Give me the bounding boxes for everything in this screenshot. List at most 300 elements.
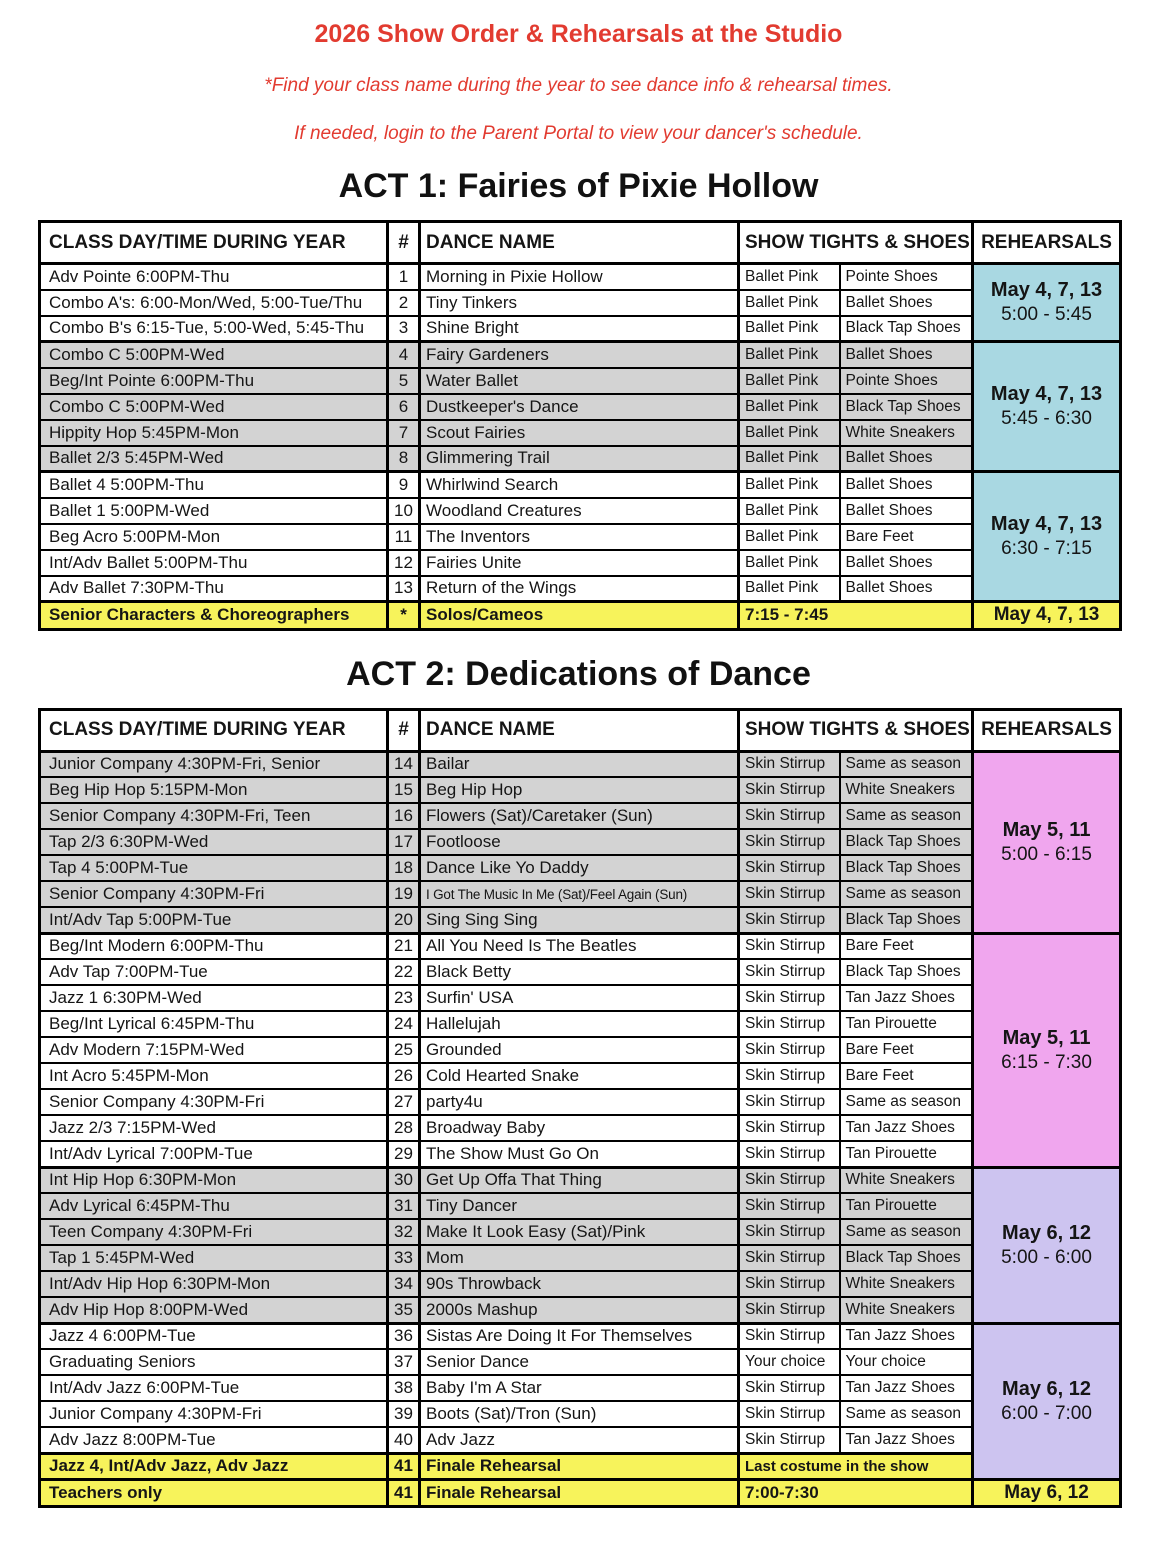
dance-cell: Beg Hip Hop xyxy=(420,777,739,803)
class-cell: Ballet 2/3 5:45PM-Wed xyxy=(40,446,388,472)
shoes-cell: Bare Feet xyxy=(840,1037,973,1063)
dance-cell: Dance Like Yo Daddy xyxy=(420,855,739,881)
tights-cell: Skin Stirrup xyxy=(739,1011,840,1037)
tights-cell: Skin Stirrup xyxy=(739,1245,840,1271)
tights-cell: Ballet Pink xyxy=(739,264,840,290)
rehearsal-cell xyxy=(973,342,1121,472)
tights-cell: Skin Stirrup xyxy=(739,881,840,907)
schedule-table xyxy=(38,708,1122,1509)
table-row xyxy=(40,1193,1121,1219)
class-cell: Senior Company 4:30PM-Fri, Teen xyxy=(40,803,388,829)
tights-cell: Ballet Pink xyxy=(739,368,840,394)
class-cell: Tap 4 5:00PM-Tue xyxy=(40,855,388,881)
table-row xyxy=(40,1089,1121,1115)
shoes-cell: Bare Feet xyxy=(840,933,973,959)
number-cell: 38 xyxy=(388,1375,420,1401)
tights-cell: Skin Stirrup xyxy=(739,751,840,777)
column-header-class: CLASS DAY/TIME DURING YEAR xyxy=(40,709,388,751)
table-row xyxy=(40,498,1121,524)
dance-cell: Dustkeeper's Dance xyxy=(420,394,739,420)
dance-cell: Boots (Sat)/Tron (Sun) xyxy=(420,1401,739,1427)
tights-cell: Skin Stirrup xyxy=(739,1219,840,1245)
tights-cell: Ballet Pink xyxy=(739,290,840,316)
shoes-cell: Ballet Shoes xyxy=(840,446,973,472)
note-parent-portal: If needed, login to the Parent Portal to view your dancer's schedule. xyxy=(294,123,863,144)
table-row xyxy=(40,1375,1121,1401)
table-row xyxy=(40,524,1121,550)
class-cell: Ballet 4 5:00PM-Thu xyxy=(40,472,388,498)
tights-cell: Skin Stirrup xyxy=(739,1037,840,1063)
table-row xyxy=(40,907,1121,933)
table-row xyxy=(40,342,1121,368)
table-row xyxy=(40,1271,1121,1297)
rehearsal-time: 5:00 - 5:45 xyxy=(1001,304,1092,326)
class-cell: Senior Company 4:30PM-Fri xyxy=(40,881,388,907)
table-row xyxy=(40,803,1121,829)
shoes-cell: Black Tap Shoes xyxy=(840,316,973,342)
dance-cell: Flowers (Sat)/Caretaker (Sun) xyxy=(420,803,739,829)
tights-cell: Skin Stirrup xyxy=(739,1193,840,1219)
shoes-cell: Bare Feet xyxy=(840,1063,973,1089)
number-cell: 3 xyxy=(388,316,420,342)
dance-cell: Get Up Offa That Thing xyxy=(420,1167,739,1193)
number-cell: 24 xyxy=(388,1011,420,1037)
table-row xyxy=(40,316,1121,342)
class-cell: Graduating Seniors xyxy=(40,1349,388,1375)
number-cell: 8 xyxy=(388,446,420,472)
class-cell: Int/Adv Hip Hop 6:30PM-Mon xyxy=(40,1271,388,1297)
shoes-cell: White Sneakers xyxy=(840,1297,973,1323)
rehearsal-dates: May 6, 12 xyxy=(1004,1481,1089,1503)
tights-cell: Ballet Pink xyxy=(739,446,840,472)
number-cell: 20 xyxy=(388,907,420,933)
class-cell: Beg/Int Pointe 6:00PM-Thu xyxy=(40,368,388,394)
class-cell: Combo C 5:00PM-Wed xyxy=(40,394,388,420)
shoes-cell: White Sneakers xyxy=(840,777,973,803)
number-cell: 34 xyxy=(388,1271,420,1297)
class-cell: Adv Jazz 8:00PM-Tue xyxy=(40,1427,388,1453)
tights-cell: Ballet Pink xyxy=(739,394,840,420)
dance-cell: Fairies Unite xyxy=(420,550,739,576)
tights-cell: Ballet Pink xyxy=(739,498,840,524)
table-row xyxy=(40,472,1121,498)
column-header-dance: DANCE NAME xyxy=(420,222,739,264)
tights-cell: Skin Stirrup xyxy=(739,1063,840,1089)
number-cell: 14 xyxy=(388,751,420,777)
class-cell: Beg/Int Lyrical 6:45PM-Thu xyxy=(40,1011,388,1037)
table-row xyxy=(40,959,1121,985)
number-cell: 9 xyxy=(388,472,420,498)
table-row xyxy=(40,829,1121,855)
rehearsal-dates: May 6, 12 xyxy=(1002,1221,1091,1244)
table-row xyxy=(40,1245,1121,1271)
tights-cell: Skin Stirrup xyxy=(739,985,840,1011)
tights-cell: Skin Stirrup xyxy=(739,1271,840,1297)
shoes-cell: Black Tap Shoes xyxy=(840,394,973,420)
dance-cell: Hallelujah xyxy=(420,1011,739,1037)
merged-time-cell: 7:00-7:30 xyxy=(739,1479,973,1507)
tights-cell: Skin Stirrup xyxy=(739,1375,840,1401)
class-cell: Adv Ballet 7:30PM-Thu xyxy=(40,576,388,602)
table-row xyxy=(40,777,1121,803)
header-row xyxy=(40,222,1121,264)
rehearsal-cell xyxy=(973,751,1121,933)
class-cell: Hippity Hop 5:45PM-Mon xyxy=(40,420,388,446)
tights-cell: Skin Stirrup xyxy=(739,1427,840,1453)
rehearsal-time: 5:00 - 6:15 xyxy=(1001,843,1092,865)
dance-cell: Grounded xyxy=(420,1037,739,1063)
tights-cell: Ballet Pink xyxy=(739,420,840,446)
tights-cell: Skin Stirrup xyxy=(739,1297,840,1323)
dance-cell: Broadway Baby xyxy=(420,1115,739,1141)
number-cell: 5 xyxy=(388,368,420,394)
number-cell: 17 xyxy=(388,829,420,855)
shoes-cell: White Sneakers xyxy=(840,1271,973,1297)
class-cell: Teen Company 4:30PM-Fri xyxy=(40,1219,388,1245)
column-header-tights-shoes: SHOW TIGHTS & SHOES xyxy=(739,222,973,264)
act-section xyxy=(38,167,1119,631)
class-cell: Junior Company 4:30PM-Fri, Senior xyxy=(40,751,388,777)
dance-cell: 90s Throwback xyxy=(420,1271,739,1297)
dance-cell: The Show Must Go On xyxy=(420,1141,739,1167)
rehearsal-dates: May 4, 7, 13 xyxy=(993,604,1100,625)
number-cell: 16 xyxy=(388,803,420,829)
tights-cell: Skin Stirrup xyxy=(739,803,840,829)
number-cell: 18 xyxy=(388,855,420,881)
tights-cell: Skin Stirrup xyxy=(739,1141,840,1167)
class-cell: Junior Company 4:30PM-Fri xyxy=(40,1401,388,1427)
number-cell: 41 xyxy=(388,1479,420,1507)
dance-cell: Finale Rehearsal xyxy=(420,1453,739,1479)
tights-cell: Ballet Pink xyxy=(739,472,840,498)
number-cell: 23 xyxy=(388,985,420,1011)
dance-cell: Glimmering Trail xyxy=(420,446,739,472)
shoes-cell: Black Tap Shoes xyxy=(840,855,973,881)
shoes-cell: Ballet Shoes xyxy=(840,498,973,524)
table-row xyxy=(40,446,1121,472)
rehearsal-dates: May 4, 7, 13 xyxy=(990,279,1103,302)
table-row xyxy=(40,1219,1121,1245)
rehearsal-time: 6:00 - 7:00 xyxy=(1001,1402,1092,1424)
table-row xyxy=(40,1401,1121,1427)
table-row xyxy=(40,368,1121,394)
dance-cell: All You Need Is The Beatles xyxy=(420,933,739,959)
shoes-cell: Same as season xyxy=(840,1089,973,1115)
number-cell: 31 xyxy=(388,1193,420,1219)
dance-cell: Water Ballet xyxy=(420,368,739,394)
class-cell: Int/Adv Lyrical 7:00PM-Tue xyxy=(40,1141,388,1167)
table-row xyxy=(40,602,1121,630)
number-cell: 11 xyxy=(388,524,420,550)
column-header-rehearsals: REHEARSALS xyxy=(973,709,1121,751)
number-cell: 27 xyxy=(388,1089,420,1115)
shoes-cell: Ballet Shoes xyxy=(840,576,973,602)
number-cell: 19 xyxy=(388,881,420,907)
number-cell: 22 xyxy=(388,959,420,985)
rehearsal-cell xyxy=(973,1167,1121,1323)
table-row xyxy=(40,1167,1121,1193)
number-cell: 37 xyxy=(388,1349,420,1375)
dance-cell: Solos/Cameos xyxy=(420,602,739,630)
table-row xyxy=(40,1011,1121,1037)
acts-container xyxy=(38,167,1119,1508)
class-cell: Tap 2/3 6:30PM-Wed xyxy=(40,829,388,855)
class-cell: Adv Pointe 6:00PM-Thu xyxy=(40,264,388,290)
rehearsal-cell xyxy=(973,602,1121,630)
dance-cell: Tiny Dancer xyxy=(420,1193,739,1219)
tights-cell: Ballet Pink xyxy=(739,316,840,342)
dance-cell: Senior Dance xyxy=(420,1349,739,1375)
rehearsal-time: 6:30 - 7:15 xyxy=(1001,538,1092,560)
shoes-cell: Your choice xyxy=(840,1349,973,1375)
dance-cell: Cold Hearted Snake xyxy=(420,1063,739,1089)
class-cell: Int/Adv Jazz 6:00PM-Tue xyxy=(40,1375,388,1401)
rehearsal-dates: May 4, 7, 13 xyxy=(990,513,1103,536)
class-cell: Jazz 4 6:00PM-Tue xyxy=(40,1323,388,1349)
number-cell: 7 xyxy=(388,420,420,446)
dance-cell: Fairy Gardeners xyxy=(420,342,739,368)
note-find-class: *Find your class name during the year to see dance info & rehearsal times. xyxy=(264,75,893,96)
shoes-cell: White Sneakers xyxy=(840,1167,973,1193)
shoes-cell: Black Tap Shoes xyxy=(840,829,973,855)
table-row xyxy=(40,1037,1121,1063)
shoes-cell: Same as season xyxy=(840,751,973,777)
number-cell: 41 xyxy=(388,1453,420,1479)
tights-cell: Skin Stirrup xyxy=(739,1115,840,1141)
rehearsal-cell xyxy=(973,264,1121,342)
shoes-cell: Ballet Shoes xyxy=(840,472,973,498)
shoes-cell: Black Tap Shoes xyxy=(840,907,973,933)
table-row xyxy=(40,933,1121,959)
number-cell: 39 xyxy=(388,1401,420,1427)
shoes-cell: Tan Jazz Shoes xyxy=(840,1323,973,1349)
shoes-cell: Tan Pirouette xyxy=(840,1141,973,1167)
tights-cell: Ballet Pink xyxy=(739,576,840,602)
table-row xyxy=(40,1115,1121,1141)
act-heading: ACT 1: Fairies of Pixie Hollow xyxy=(338,167,819,205)
shoes-cell: Black Tap Shoes xyxy=(840,959,973,985)
table-row xyxy=(40,985,1121,1011)
number-cell: 4 xyxy=(388,342,420,368)
shoes-cell: Ballet Shoes xyxy=(840,342,973,368)
dance-cell: Morning in Pixie Hollow xyxy=(420,264,739,290)
tights-cell: Skin Stirrup xyxy=(739,933,840,959)
table-row xyxy=(40,394,1121,420)
table-row xyxy=(40,1063,1121,1089)
rehearsal-time: 5:00 - 6:00 xyxy=(1001,1246,1092,1268)
dance-cell: Baby I'm A Star xyxy=(420,1375,739,1401)
table-row xyxy=(40,751,1121,777)
table-row xyxy=(40,290,1121,316)
schedule-table xyxy=(38,220,1122,631)
table-row xyxy=(40,420,1121,446)
tights-cell: Skin Stirrup xyxy=(739,829,840,855)
merged-time-cell: Last costume in the show xyxy=(739,1453,973,1479)
table-row xyxy=(40,1349,1121,1375)
dance-cell: Make It Look Easy (Sat)/Pink xyxy=(420,1219,739,1245)
table-row xyxy=(40,550,1121,576)
number-cell: 25 xyxy=(388,1037,420,1063)
shoes-cell: Same as season xyxy=(840,881,973,907)
dance-cell: Return of the Wings xyxy=(420,576,739,602)
shoes-cell: Bare Feet xyxy=(840,524,973,550)
class-cell: Beg Acro 5:00PM-Mon xyxy=(40,524,388,550)
tights-cell: Ballet Pink xyxy=(739,524,840,550)
number-cell: * xyxy=(388,602,420,630)
dance-cell: Mom xyxy=(420,1245,739,1271)
number-cell: 29 xyxy=(388,1141,420,1167)
tights-cell: Skin Stirrup xyxy=(739,1089,840,1115)
tights-cell: Your choice xyxy=(739,1349,840,1375)
number-cell: 12 xyxy=(388,550,420,576)
table-row xyxy=(40,1453,1121,1479)
number-cell: 1 xyxy=(388,264,420,290)
class-cell: Adv Lyrical 6:45PM-Thu xyxy=(40,1193,388,1219)
number-cell: 26 xyxy=(388,1063,420,1089)
tights-cell: Skin Stirrup xyxy=(739,855,840,881)
number-cell: 32 xyxy=(388,1219,420,1245)
dance-cell: Black Betty xyxy=(420,959,739,985)
number-cell: 15 xyxy=(388,777,420,803)
dance-cell: Sing Sing Sing xyxy=(420,907,739,933)
class-cell: Adv Tap 7:00PM-Tue xyxy=(40,959,388,985)
class-cell: Beg/Int Modern 6:00PM-Thu xyxy=(40,933,388,959)
class-cell: Int/Adv Ballet 5:00PM-Thu xyxy=(40,550,388,576)
shoes-cell: White Sneakers xyxy=(840,420,973,446)
column-header-number: # xyxy=(388,222,420,264)
class-cell: Int Acro 5:45PM-Mon xyxy=(40,1063,388,1089)
dance-cell: Finale Rehearsal xyxy=(420,1479,739,1507)
class-cell: Teachers only xyxy=(40,1479,388,1507)
act-heading: ACT 2: Dedications of Dance xyxy=(346,654,811,693)
column-header-rehearsals: REHEARSALS xyxy=(973,222,1121,264)
column-header-class: CLASS DAY/TIME DURING YEAR xyxy=(40,222,388,264)
table-row xyxy=(40,1141,1121,1167)
rehearsal-time: 5:45 - 6:30 xyxy=(1001,408,1092,430)
dance-cell: The Inventors xyxy=(420,524,739,550)
table-row xyxy=(40,576,1121,602)
number-cell: 2 xyxy=(388,290,420,316)
class-cell: Combo A's: 6:00-Mon/Wed, 5:00-Tue/Thu xyxy=(40,290,388,316)
dance-cell: party4u xyxy=(420,1089,739,1115)
rehearsal-cell xyxy=(973,472,1121,602)
rehearsal-dates: May 5, 11 xyxy=(1002,1026,1091,1049)
table-row xyxy=(40,881,1121,907)
shoes-cell: Tan Jazz Shoes xyxy=(840,1115,973,1141)
dance-cell: Scout Fairies xyxy=(420,420,739,446)
shoes-cell: Tan Pirouette xyxy=(840,1011,973,1037)
number-cell: 40 xyxy=(388,1427,420,1453)
dance-cell: Bailar xyxy=(420,751,739,777)
tights-cell: Ballet Pink xyxy=(739,342,840,368)
class-cell: Jazz 1 6:30PM-Wed xyxy=(40,985,388,1011)
number-cell: 35 xyxy=(388,1297,420,1323)
table-row xyxy=(40,1427,1121,1453)
merged-time-cell: 7:15 - 7:45 xyxy=(739,602,973,630)
number-cell: 36 xyxy=(388,1323,420,1349)
act-section xyxy=(38,655,1119,1509)
header-row xyxy=(40,709,1121,751)
number-cell: 13 xyxy=(388,576,420,602)
table-row xyxy=(40,1479,1121,1507)
tights-cell: Skin Stirrup xyxy=(739,907,840,933)
table-row xyxy=(40,1323,1121,1349)
tights-cell: Skin Stirrup xyxy=(739,959,840,985)
table-row xyxy=(40,855,1121,881)
column-header-dance: DANCE NAME xyxy=(420,709,739,751)
shoes-cell: Same as season xyxy=(840,1401,973,1427)
shoes-cell: Tan Jazz Shoes xyxy=(840,985,973,1011)
shoes-cell: Tan Jazz Shoes xyxy=(840,1375,973,1401)
rehearsal-cell xyxy=(973,1323,1121,1479)
class-cell: Ballet 1 5:00PM-Wed xyxy=(40,498,388,524)
dance-cell: 2000s Mashup xyxy=(420,1297,739,1323)
number-cell: 21 xyxy=(388,933,420,959)
shoes-cell: Same as season xyxy=(840,1219,973,1245)
shoes-cell: Pointe Shoes xyxy=(840,368,973,394)
number-cell: 6 xyxy=(388,394,420,420)
tights-cell: Skin Stirrup xyxy=(739,777,840,803)
class-cell: Jazz 2/3 7:15PM-Wed xyxy=(40,1115,388,1141)
dance-cell: Footloose xyxy=(420,829,739,855)
class-cell: Senior Characters & Choreographers xyxy=(40,602,388,630)
dance-cell: Shine Bright xyxy=(420,316,739,342)
table-row xyxy=(40,264,1121,290)
dance-cell: I Got The Music In Me (Sat)/Feel Again (Sun) xyxy=(420,881,739,907)
number-cell: 28 xyxy=(388,1115,420,1141)
dance-cell: Adv Jazz xyxy=(420,1427,739,1453)
class-cell: Senior Company 4:30PM-Fri xyxy=(40,1089,388,1115)
class-cell: Combo B's 6:15-Tue, 5:00-Wed, 5:45-Thu xyxy=(40,316,388,342)
shoes-cell: Same as season xyxy=(840,803,973,829)
dance-cell: Whirlwind Search xyxy=(420,472,739,498)
shoes-cell: Tan Pirouette xyxy=(840,1193,973,1219)
rehearsal-cell xyxy=(973,1479,1121,1507)
class-cell: Combo C 5:00PM-Wed xyxy=(40,342,388,368)
column-header-tights-shoes: SHOW TIGHTS & SHOES xyxy=(739,709,973,751)
class-cell: Int/Adv Tap 5:00PM-Tue xyxy=(40,907,388,933)
dance-cell: Woodland Creatures xyxy=(420,498,739,524)
rehearsal-dates: May 6, 12 xyxy=(1002,1377,1091,1400)
tights-cell: Ballet Pink xyxy=(739,550,840,576)
page-title: 2026 Show Order & Rehearsals at the Studio xyxy=(314,20,843,48)
number-cell: 33 xyxy=(388,1245,420,1271)
dance-cell: Surfin' USA xyxy=(420,985,739,1011)
number-cell: 30 xyxy=(388,1167,420,1193)
shoes-cell: Pointe Shoes xyxy=(840,264,973,290)
class-cell: Int Hip Hop 6:30PM-Mon xyxy=(40,1167,388,1193)
rehearsal-time: 6:15 - 7:30 xyxy=(1001,1051,1092,1073)
number-cell: 10 xyxy=(388,498,420,524)
dance-cell: Sistas Are Doing It For Themselves xyxy=(420,1323,739,1349)
rehearsal-dates: May 5, 11 xyxy=(1002,818,1091,841)
tights-cell: Skin Stirrup xyxy=(739,1323,840,1349)
tights-cell: Skin Stirrup xyxy=(739,1401,840,1427)
shoes-cell: Tan Jazz Shoes xyxy=(840,1427,973,1453)
tights-cell: Skin Stirrup xyxy=(739,1167,840,1193)
table-row xyxy=(40,1297,1121,1323)
class-cell: Tap 1 5:45PM-Wed xyxy=(40,1245,388,1271)
class-cell: Beg Hip Hop 5:15PM-Mon xyxy=(40,777,388,803)
class-cell: Adv Modern 7:15PM-Wed xyxy=(40,1037,388,1063)
class-cell: Jazz 4, Int/Adv Jazz, Adv Jazz xyxy=(40,1453,388,1479)
rehearsal-dates: May 4, 7, 13 xyxy=(990,383,1103,406)
shoes-cell: Ballet Shoes xyxy=(840,550,973,576)
rehearsal-cell xyxy=(973,933,1121,1167)
class-cell: Adv Hip Hop 8:00PM-Wed xyxy=(40,1297,388,1323)
dance-cell: Tiny Tinkers xyxy=(420,290,739,316)
shoes-cell: Ballet Shoes xyxy=(840,290,973,316)
